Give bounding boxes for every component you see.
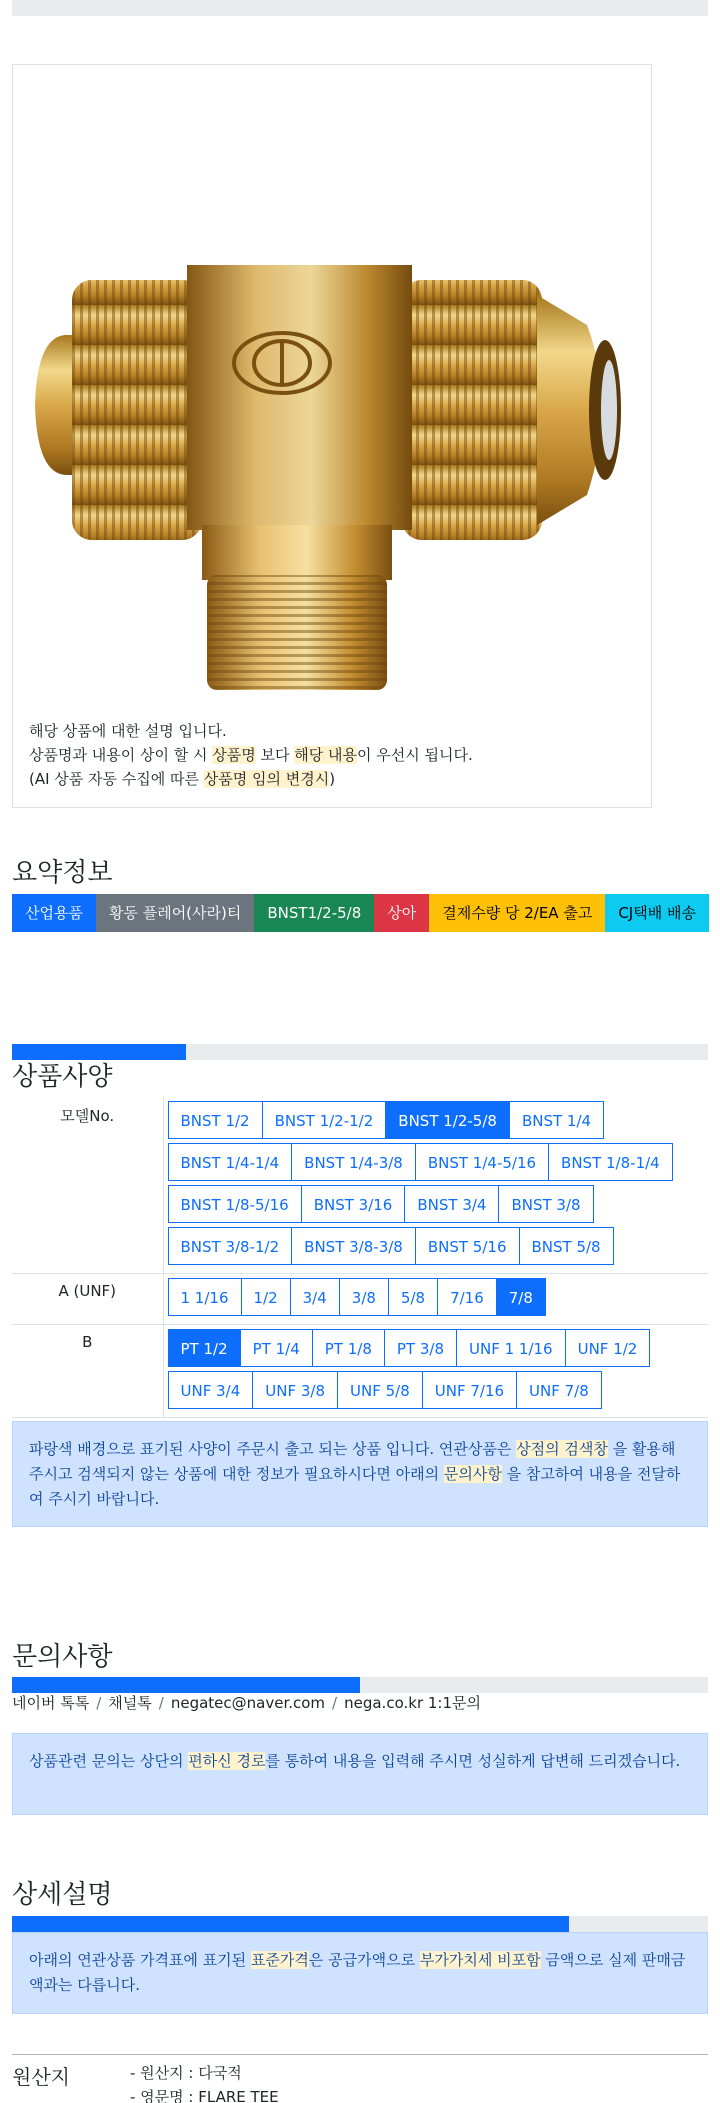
spec-row-model — [12, 1097, 708, 1274]
summary-badge: CJ택배 배송 — [605, 894, 709, 932]
desc-line-2 — [29, 743, 473, 767]
model-option[interactable]: BNST 1/4-3/8 — [291, 1143, 416, 1181]
spec-label-a: A (UNF) — [12, 1274, 163, 1325]
a-option[interactable]: 1/2 — [241, 1278, 291, 1316]
spec-progress-bar — [12, 1044, 708, 1060]
contact-link[interactable]: negatec@naver.com — [170, 1694, 326, 1712]
b-option[interactable]: UNF 7/8 — [516, 1371, 602, 1409]
desc-text: ) — [329, 770, 336, 788]
b-option[interactable]: UNF 5/8 — [337, 1371, 423, 1409]
product-description — [29, 719, 473, 791]
model-option[interactable]: BNST 1/4-1/4 — [168, 1143, 293, 1181]
highlight-standard-price: 표준가격 — [250, 1951, 309, 1969]
inquiry-progress-fill — [12, 1677, 360, 1693]
separator: / — [158, 1694, 164, 1712]
summary-badge: 상아 — [374, 894, 429, 932]
inquiry-notice — [12, 1733, 708, 1815]
model-option[interactable]: BNST 5/16 — [415, 1227, 520, 1265]
summary-badge: 황동 플레어(사라)티 — [96, 894, 254, 932]
b-option[interactable]: UNF 1/2 — [565, 1329, 651, 1367]
b-option[interactable]: PT 1/2 — [168, 1329, 241, 1367]
notice-text: 금액으로 실제 판매금액과는 다릅니다. — [29, 1951, 686, 1994]
origin-list — [130, 2061, 708, 2103]
separator: / — [332, 1694, 338, 1712]
notice-text: 를 통하여 내용을 입력해 주시면 성실하게 답변해 드리겠습니다. — [265, 1752, 681, 1770]
detail-progress-bar — [12, 1916, 708, 1932]
notice-text: 은 공급가액으로 — [308, 1951, 420, 1969]
desc-line-1: 해당 상품에 대한 설명 입니다. — [29, 722, 227, 740]
b-option[interactable]: UNF 3/4 — [168, 1371, 254, 1409]
spec-table — [12, 1097, 708, 1418]
a-option[interactable]: 1 1/16 — [168, 1278, 242, 1316]
origin-item: - 원산지 : 다국적 — [130, 2064, 242, 2082]
a-option[interactable]: 3/8 — [339, 1278, 389, 1316]
desc-text: 보다 — [255, 746, 295, 764]
spec-title: 상품사양 — [12, 1062, 113, 1092]
b-option[interactable]: UNF 3/8 — [252, 1371, 338, 1409]
spec-label-model: 모델No. — [12, 1097, 163, 1274]
model-option[interactable]: BNST 1/2-1/2 — [262, 1101, 387, 1139]
notice-text: 을 활용해 주시고 검색되지 않는 상품에 대한 정보가 필요하시다면 아래의 — [29, 1440, 676, 1483]
highlight-search: 상점의 검색창 — [516, 1440, 608, 1458]
summary-badge: 결제수량 당 2/EA 출고 — [429, 894, 605, 932]
model-option[interactable]: BNST 1/4 — [509, 1101, 604, 1139]
contact-link[interactable]: nega.co.kr 1:1문의 — [344, 1694, 481, 1712]
inquiry-progress-bar — [12, 1677, 708, 1693]
model-option[interactable]: BNST 5/8 — [519, 1227, 614, 1265]
highlight-inquiry: 문의사항 — [443, 1465, 502, 1483]
b-option[interactable]: UNF 7/16 — [422, 1371, 517, 1409]
model-option[interactable]: BNST 1/2-5/8 — [385, 1101, 510, 1139]
spec-row-a — [12, 1274, 708, 1325]
highlight-vat: 부가가치세 비포함 — [419, 1951, 541, 1969]
a-options — [163, 1274, 708, 1325]
separator: / — [96, 1694, 102, 1712]
desc-text: 이 우선시 됩니다. — [356, 746, 473, 764]
notice-text: 파랑색 배경으로 표기된 사양이 주문시 출고 되는 상품 입니다. 연관상품은 — [29, 1440, 517, 1458]
model-option[interactable]: BNST 1/4-5/16 — [415, 1143, 549, 1181]
a-option[interactable]: 7/16 — [437, 1278, 497, 1316]
model-option[interactable]: BNST 1/2 — [168, 1101, 263, 1139]
summary-badges — [12, 894, 712, 932]
spec-label-b: B — [12, 1325, 163, 1418]
contact-links — [12, 1692, 481, 1713]
model-option[interactable]: BNST 3/8 — [498, 1185, 593, 1223]
summary-badge: 산업용품 — [12, 894, 96, 932]
b-option[interactable]: PT 3/8 — [384, 1329, 457, 1367]
notice-text: 아래의 연관상품 가격표에 표기된 — [29, 1951, 251, 1969]
inquiry-title: 문의사항 — [12, 1642, 113, 1672]
contact-link[interactable]: 네이버 톡톡 — [12, 1694, 90, 1712]
product-card — [12, 64, 652, 808]
b-option[interactable]: UNF 1 1/16 — [456, 1329, 566, 1367]
spec-row-b — [12, 1325, 708, 1418]
contact-link[interactable]: 채널톡 — [108, 1694, 152, 1712]
model-option[interactable]: BNST 3/8-1/2 — [168, 1227, 293, 1265]
model-option[interactable]: BNST 3/8-3/8 — [291, 1227, 416, 1265]
top-divider-bar — [12, 0, 708, 16]
b-options — [163, 1325, 708, 1418]
desc-text: (AI 상품 자동 수집에 따른 — [29, 770, 204, 788]
detail-title: 상세설명 — [12, 1880, 113, 1910]
highlight-product-name: 상품명 — [212, 746, 256, 764]
highlight-content: 해당 내용 — [294, 746, 357, 764]
a-option[interactable]: 7/8 — [496, 1278, 546, 1316]
origin-section — [12, 2054, 708, 2103]
model-option[interactable]: BNST 1/8-1/4 — [548, 1143, 673, 1181]
summary-badge: BNST1/2-5/8 — [254, 894, 374, 932]
desc-text: 상품명과 내용이 상이 할 시 — [29, 746, 213, 764]
summary-title: 요약정보 — [12, 858, 113, 888]
model-options — [163, 1097, 708, 1274]
product-image — [27, 185, 637, 705]
origin-item: - 영문명 : FLARE TEE — [130, 2088, 279, 2103]
detail-notice — [12, 1932, 708, 2014]
model-option[interactable]: BNST 3/16 — [301, 1185, 406, 1223]
notice-text: 상품관련 문의는 상단의 — [29, 1752, 189, 1770]
b-option[interactable]: PT 1/8 — [312, 1329, 385, 1367]
highlight-route: 편하신 경로 — [188, 1752, 266, 1770]
b-option[interactable]: PT 1/4 — [240, 1329, 313, 1367]
detail-progress-fill — [12, 1916, 569, 1932]
model-option[interactable]: BNST 3/4 — [404, 1185, 499, 1223]
notice-text: 을 참고하여 내용을 전달하여 주시기 바랍니다. — [29, 1465, 681, 1508]
spec-notice — [12, 1421, 708, 1527]
model-option[interactable]: BNST 1/8-5/16 — [168, 1185, 302, 1223]
origin-label: 원산지 — [12, 2065, 70, 2089]
a-option[interactable]: 3/4 — [290, 1278, 340, 1316]
a-option[interactable]: 5/8 — [388, 1278, 438, 1316]
desc-line-3 — [29, 767, 473, 791]
highlight-rename: 상품명 임의 변경시 — [203, 770, 330, 788]
